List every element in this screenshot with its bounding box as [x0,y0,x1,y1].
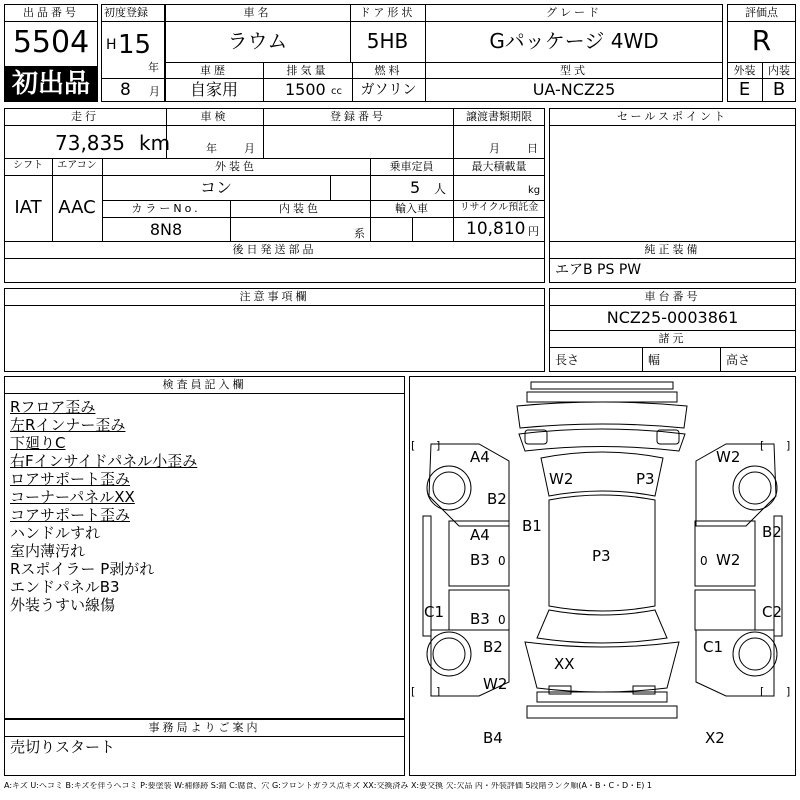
grade: Gパッケージ 4WD [489,29,659,53]
damage-label: A4 [470,448,490,466]
model: UA-NCZ25 [532,80,616,99]
capacity: 5 [410,178,421,197]
displacement-label: 排気量 [286,64,329,77]
displacement: 1500 [285,80,326,99]
inspector-note: ハンドルすれ [10,524,101,542]
inspector-note: ロアサポート歪み [10,470,131,488]
first-reg-label: 初度登録 [104,6,148,19]
damage-label: W2 [549,470,574,488]
selling-points-label: セールスポイント [616,110,728,123]
door-type: 5HB [366,29,409,53]
inspector-note: エンドパネルB3 [10,578,120,596]
legend: A:キズ U:ヘコミ B:キズを伴うヘコミ P:要塗装 W:補修跡 S:錆 C:腐食、穴 G:フロントガラス点キズ XX:交換済み X:要交換 欠:欠品 内・外装評価 5段階ランク順(A・B・C・D・E) 1 [4,782,653,790]
score: R [751,24,772,57]
inspector-title: 検査員記入欄 [162,378,247,391]
damage-label: B1 [522,517,542,535]
inspector-note: コアサポート歪み [10,506,131,524]
interior-unit: 系 [354,227,365,240]
selling-points-box [549,108,796,242]
month-unit: 月 [149,85,160,98]
mileage-unit: km [139,131,171,155]
first-listing-badge: 初出品 [4,66,98,102]
color-no-label: カラーNo. [131,202,201,215]
damage-label: 0 [700,554,708,568]
bracket-left: ] [436,685,441,698]
inspector-note: 室内薄汚れ [10,542,86,560]
ext-label: 外装 [733,64,756,77]
transfer-day-unit: 日 [527,142,538,155]
damage-label: B3 [470,610,490,628]
grade-label: グレード [546,6,602,19]
damage-label: A4 [470,526,490,544]
later-parts-label: 後日発送部品 [232,243,317,256]
load-unit: kg [528,185,541,196]
damage-label: B2 [483,638,503,656]
year-unit: 年 [148,61,159,74]
exterior-color: コン [199,178,232,197]
lot-label: 出品番号 [23,6,79,19]
damage-label: B2 [762,523,782,541]
bracket-left: [ [411,685,416,698]
inspection-month-unit: 月 [244,142,255,155]
recycle-fee: 10,810 [466,219,526,239]
damage-label: 0 [498,554,506,568]
recycle-unit: 円 [528,225,539,238]
chassis-label: 車台番号 [644,290,701,303]
damage-label: 0 [498,613,506,627]
damage-label: B4 [483,729,503,747]
damage-label: W2 [716,448,741,466]
bracket-left: ] [436,439,441,452]
model-label: 型式 [560,64,588,77]
damage-label: P3 [592,547,611,565]
shift-label: シフト [13,160,43,171]
damage-label: C2 [762,603,783,621]
height-label: 高さ [726,353,751,367]
ac-label: エアコン [57,160,97,171]
inspector-note: 外装うすい線傷 [10,596,116,614]
office-title: 事務局よりご案内 [148,721,261,734]
shift: IAT [14,197,42,218]
office-message: 売切りスタート [10,738,116,756]
lot-number: 5504 [12,25,90,60]
fuel-label: 燃料 [374,64,403,77]
car-diagram [409,376,796,776]
recycle-label: リサイクル預託金 [459,202,539,213]
ac: AAC [58,197,96,218]
equipment-label: 純正装備 [644,243,701,256]
inspector-note: 左Rインナー歪み [10,416,126,434]
transfer-label: 譲渡書類期限 [466,110,532,123]
color-no: 8N8 [149,220,183,239]
displacement-unit: cc [331,86,342,97]
inspector-note: Rスポイラー P剥がれ [10,560,155,578]
damage-label: P3 [636,470,655,488]
capacity-label: 乗車定員 [389,160,434,173]
inspector-note: コーナーパネルXX [10,488,135,506]
width-label: 幅 [648,353,661,367]
import-label: 輸入車 [395,202,428,215]
bracket-right: ] [786,439,791,452]
inspector-note: 下廻りC [10,434,66,452]
inspector-note: Rフロア歪み [10,398,96,416]
history-label: 車歴 [200,64,228,77]
damage-label: XX [554,655,575,673]
reg-month: 8 [120,80,131,100]
reg-no-label: 登録番号 [330,110,386,123]
mileage-label: 走行 [71,110,99,123]
damage-label: B3 [470,551,490,569]
score-label: 評価点 [745,6,778,19]
equipment: エアB PS PW [555,262,642,278]
bracket-left: [ [411,439,416,452]
inspector-note: 右Fインサイドパネル小歪み [10,452,198,470]
bracket-right: [ [760,685,765,698]
inspection-label: 車検 [200,110,229,123]
fuel: ガソリン [360,82,417,98]
interior-color-label: 内装色 [279,202,321,215]
int-grade: B [772,79,786,100]
damage-label: X2 [705,729,725,747]
damage-label: B2 [487,490,507,508]
mileage: 73,835 [55,131,125,155]
ext-grade: E [738,79,751,100]
chassis-number: NCZ25-0003861 [606,308,739,327]
damage-label: W2 [716,551,741,569]
bracket-right: [ [760,439,765,452]
exterior-color-label: 外装色 [215,160,257,173]
damage-label: W2 [483,675,508,693]
damage-label: C1 [703,638,724,656]
load-label: 最大積載量 [471,160,527,173]
history: 自家用 [189,80,238,99]
cautions-label: 注意事項欄 [239,290,310,303]
dims-label: 諸元 [658,332,687,345]
inspection-year-unit: 年 [206,142,217,155]
era: H [106,37,117,53]
capacity-unit: 人 [434,182,447,196]
car-name-label: 車名 [243,6,272,19]
damage-label: C1 [424,603,445,621]
car-name: ラウム [227,29,288,53]
length-label: 長さ [555,353,580,367]
door-label: ドア形状 [359,6,416,19]
bracket-right: ] [786,685,791,698]
int-label: 内装 [768,64,790,77]
reg-year: 15 [118,30,152,60]
transfer-month-unit: 月 [489,142,500,155]
